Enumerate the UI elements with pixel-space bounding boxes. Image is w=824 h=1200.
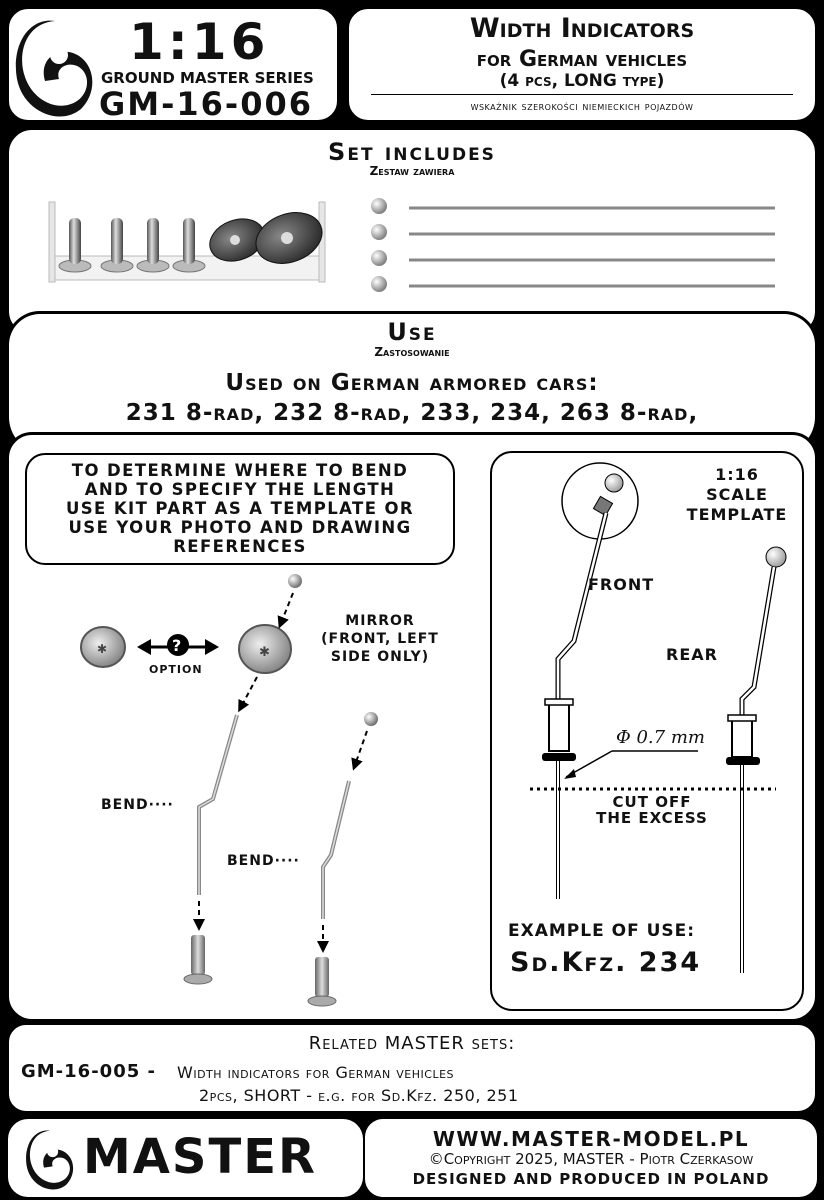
footer-info-panel <box>365 1119 817 1197</box>
use-description: Used on German armored cars: <box>225 370 599 396</box>
bend-label-2: BEND···· <box>227 853 300 869</box>
polish-subtitle: wskaźnik szerokości niemieckich pojazdów <box>470 99 694 113</box>
brand-name: MASTER <box>83 1129 317 1185</box>
svg-text:✱: ✱ <box>259 644 270 659</box>
product-title-line3: (4 pcs, LONG type) <box>499 71 665 91</box>
set-includes-heading: Set includes <box>328 138 496 166</box>
instruction-line: TO DETERMINE WHERE TO BEND <box>71 461 409 480</box>
related-set-desc-line2: 2pcs, SHORT - e.g. for Sd.Kfz. 250, 251 <box>199 1086 519 1105</box>
use-heading: Use <box>387 318 437 346</box>
rear-label: REAR <box>666 645 718 664</box>
bend-label: BEND···· <box>101 797 174 813</box>
rods-and-balls-icon <box>365 194 785 298</box>
front-label: FRONT <box>588 575 655 594</box>
template-scale-line1: 1:16 <box>715 465 759 484</box>
template-scale-line2: SCALE <box>706 485 768 504</box>
product-title: Width Indicators <box>469 13 695 44</box>
footer <box>0 1115 824 1200</box>
option-label: OPTION <box>149 663 203 676</box>
related-set-desc-line1: Width indicators for German vehicles <box>177 1063 455 1082</box>
example-vehicle: Sd.Kfz. 234 <box>510 947 702 978</box>
svg-text:✱: ✱ <box>97 642 108 656</box>
set-includes-panel <box>6 127 818 337</box>
copyright-text: ©Copyright 2025, MASTER - Piotr Czerkasow <box>428 1150 754 1168</box>
title-panel <box>346 6 818 123</box>
related-sets-panel <box>6 1022 818 1114</box>
mirror-label-line1: MIRROR <box>345 613 415 629</box>
master-logo-icon <box>15 15 101 119</box>
instruction-line: REFERENCES <box>173 537 307 556</box>
assembly-diagram-panel <box>6 432 818 1022</box>
mirror-label-line3: SIDE ONLY) <box>330 649 430 665</box>
use-subheading: Zastosowanie <box>374 345 450 359</box>
instruction-line: USE YOUR PHOTO AND DRAWING <box>68 518 412 537</box>
logo-panel <box>6 6 340 123</box>
mirror-label-line2: (FRONT, LEFT <box>321 631 439 647</box>
use-panel <box>6 311 818 451</box>
product-code: GM-16-006 <box>99 85 313 123</box>
set-includes-subheading: Zestaw zawiera <box>369 164 455 178</box>
title-divider <box>371 94 793 95</box>
diameter-label: Φ 0.7 mm <box>616 727 705 748</box>
scale-template-box <box>490 451 804 1011</box>
series-label: GROUND MASTER SERIES <box>101 69 314 87</box>
scale-label: 1:16 <box>129 13 270 71</box>
vehicle-list: 231 8-rad, 232 8-rad, 233, 234, 263 8-rad, <box>125 400 699 426</box>
photo-etch-parts-icon <box>45 196 335 292</box>
related-set-code[interactable]: GM-16-005 - <box>21 1061 156 1082</box>
master-logo-icon <box>24 1127 80 1191</box>
product-title-line2: for German vehicles <box>476 47 688 72</box>
footer-logo-panel <box>8 1119 363 1197</box>
website-link[interactable]: WWW.MASTER-MODEL.PL <box>432 1127 750 1151</box>
svg-text:?: ? <box>172 636 182 655</box>
instruction-line: AND TO SPECIFY THE LENGTH <box>84 480 396 499</box>
template-scale-line3: TEMPLATE <box>686 505 788 524</box>
example-label: EXAMPLE OF USE: <box>508 921 696 941</box>
cut-off-line1: CUT OFF <box>612 793 692 811</box>
related-heading: Related MASTER sets: <box>308 1033 516 1054</box>
instruction-line: USE KIT PART AS A TEMPLATE OR <box>65 499 415 518</box>
assembly-drawing <box>9 435 489 1021</box>
designed-in-text: DESIGNED AND PRODUCED IN POLAND <box>412 1170 770 1188</box>
cut-off-line2: THE EXCESS <box>596 809 708 827</box>
